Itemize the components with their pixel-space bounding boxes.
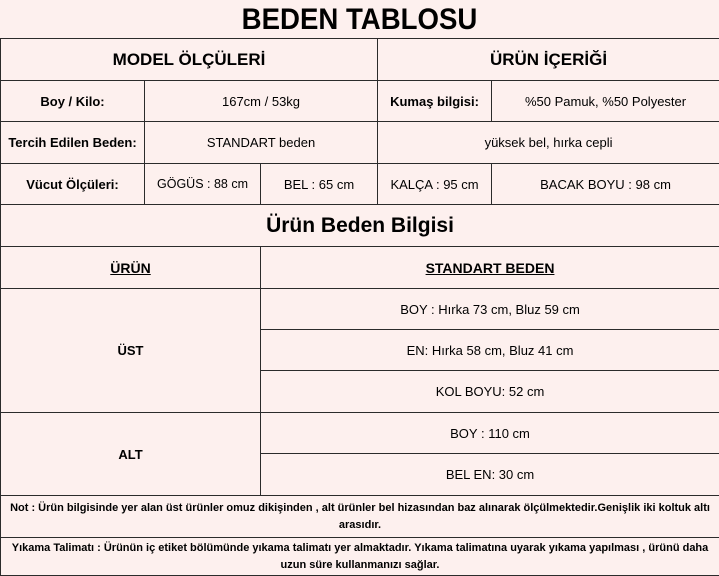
height-weight-label: Boy / Kilo: [1, 81, 145, 122]
page-title: BEDEN TABLOSU [29, 0, 690, 38]
product-features: yüksek bel, hırka cepli [378, 122, 719, 164]
chest-measurement: GÖGÜS : 88 cm [145, 164, 261, 205]
height-weight-value: 167cm / 53kg [145, 81, 378, 122]
size-info-heading-row [1, 205, 719, 247]
hip-measurement: KALÇA : 95 cm [378, 164, 492, 205]
washing-note: Yıkama Talimatı : Ürünün iç etiket bölümünde yıkama talimatı yer almaktadır. Yıkama talimatına uyarak yıkama yapılması , ürünü daha uzun süre kullanmanızı sağlar. [1, 538, 719, 576]
waist-measurement: BEL : 65 cm [261, 164, 378, 205]
size-info-heading: Ürün Beden Bilgisi [1, 205, 719, 247]
table-row [1, 413, 719, 454]
model-measurements-header: MODEL ÖLÇÜLERİ [1, 39, 378, 81]
height-fabric-row [1, 81, 719, 122]
section-header-row [1, 39, 719, 81]
note-row [1, 538, 719, 576]
bottom-garment-label: ALT [1, 413, 261, 496]
product-content-header: ÜRÜN İÇERİĞİ [378, 39, 719, 81]
size-chart-table [0, 38, 719, 576]
fabric-value: %50 Pamuk, %50 Polyester [492, 81, 719, 122]
top-garment-label: ÜST [1, 289, 261, 413]
body-measurements-label: Vücut Ölçüleri: [1, 164, 145, 205]
bottom-size-row: BEL EN: 30 cm [261, 454, 719, 496]
fabric-label: Kumaş bilgisi: [378, 81, 492, 122]
bottom-size-row: BOY : 110 cm [261, 413, 719, 454]
top-size-row: EN: Hırka 58 cm, Bluz 41 cm [261, 330, 719, 371]
top-size-row: KOL BOYU: 52 cm [261, 371, 719, 413]
top-size-row: BOY : Hırka 73 cm, Bluz 59 cm [261, 289, 719, 330]
leg-length-measurement: BACAK BOYU : 98 cm [492, 164, 719, 205]
size-table-header-row [1, 247, 719, 289]
preferred-size-label: Tercih Edilen Beden: [1, 122, 145, 164]
product-column-header: ÜRÜN [1, 247, 261, 289]
preferred-size-row [1, 122, 719, 164]
preferred-size-value: STANDART beden [145, 122, 378, 164]
standard-size-column-header: STANDART BEDEN [261, 247, 719, 289]
table-row [1, 289, 719, 330]
body-measurements-row [1, 164, 719, 205]
note-row [1, 496, 719, 538]
measurement-note: Not : Ürün bilgisinde yer alan üst ürünler omuz dikişinden , alt ürünler bel hizasından baz alınarak ölçülmektedir.Genişlik iki koltuk altı arasıdır. [1, 496, 719, 538]
